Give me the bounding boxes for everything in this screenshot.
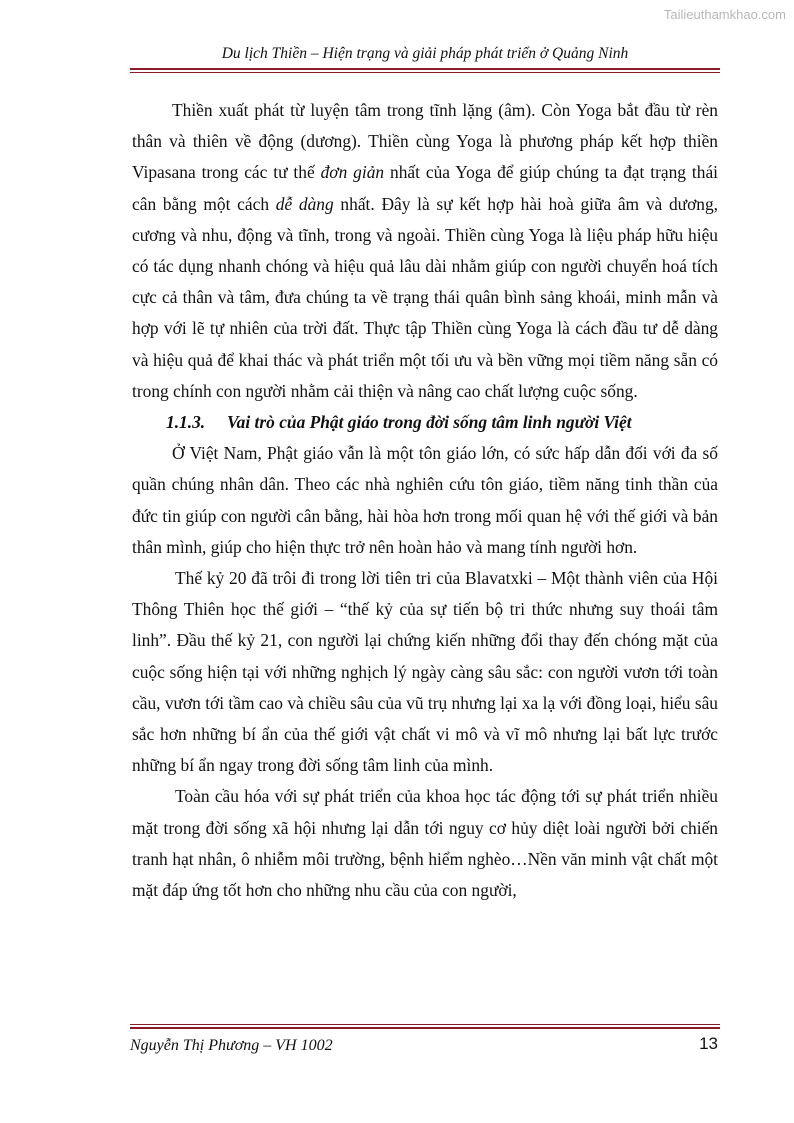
footer-rule [130, 1027, 720, 1029]
footer-rule-thin [130, 1024, 720, 1025]
page-body [132, 95, 718, 906]
section-title: Vai trò của Phật giáo trong đời sống tâm linh người Việt [227, 412, 632, 433]
page-number: 13 [699, 1034, 718, 1053]
footer-author: Nguyễn Thị Phương – VH 1002 [130, 1037, 333, 1054]
header-rule [130, 68, 720, 70]
paragraph-globalization: Toàn cầu hóa với sự phát triển của khoa học tác động tới sự phát triển nhiều mặt trong đời sống xã hội nhưng lại dẫn tới nguy cơ hủy diệt loài người bởi chiến tranh hạt nhân, ô nhiễm môi trường, bệnh hiểm nghèo…Nền văn minh vật chất một mặt đáp ứng tốt hơn cho những nhu cầu của con người, [132, 786, 718, 901]
paragraph-buddhism-vietnam: Ở Việt Nam, Phật giáo vẫn là một tôn giáo lớn, có sức hấp dẫn đối với đa số quần chúng nhân dân. Theo các nhà nghiên cứu tôn giáo, tiềm năng tinh thần của đức tin giúp con người cân bằng, hài hòa hơn trong mối quan hệ với thế giới và bản thân mình, giúp cho hiện thực trở nên hoàn hảo và mang tính người hơn. [132, 443, 718, 557]
emphasis-easy: dễ dàng [275, 193, 334, 214]
header-rule-thin [130, 72, 720, 73]
section-heading [132, 407, 718, 438]
paragraph-twentieth-century: Thế kỷ 20 đã trôi đi trong lời tiên tri của Blavatxki – Một thành viên của Hội Thông Thiên học thế giới – “thế kỷ của sự tiến bộ tri thức nhưng suy thoái tâm linh”. Đầu thế kỷ 21, con người lại chứng kiến những đổi thay đến chóng mặt của cuộc sống hiện tại với những nghịch lý ngày càng sâu sắc: con người vươn tới toàn cầu, vươn tới tầm cao và chiều sâu của vũ trụ nhưng lại xa lạ với đồng loại, hiểu sâu sắc hơn những bí ẩn của thế giới vật chất vi mô và vĩ mô nhưng lại bất lực trước những bí ẩn ngay trong đời sống tâm linh của mình. [132, 568, 718, 776]
section-number: 1.1.3. [166, 412, 206, 433]
watermark: Tailieuthamkhao.com [663, 7, 786, 22]
running-header: Du lịch Thiền – Hiện trạng và giải pháp phát triển ở Quảng Ninh [221, 45, 629, 62]
emphasis-simple: đơn giản [320, 162, 385, 183]
paragraph-thien-yoga: Thiền xuất phát từ luyện tâm trong tĩnh lặng (âm). Còn Yoga bắt đầu từ rèn thân và thiên về động (dương). Thiền cùng Yoga là phương pháp kết hợp thiền Vipasana trong các tư thế đơn giản nhất của Yoga để giúp chúng ta đạt trạng thái cân bằng một cách dễ dàng nhất. Đây là sự kết hợp hài hoà giữa âm và dương, cương và nhu, động và tĩnh, trong và ngoài. Thiền cùng Yoga là liệu pháp hữu hiệu có tác dụng nhanh chóng và hiệu quả lâu dài nhằm giúp con người chuyển hoá tích cực cả thân và tâm, đưa chúng ta về trạng thái quân bình sảng khoái, minh mẫn và hợp với lẽ tự nhiên của trời đất. Thực tập Thiền cùng Yoga là cách đầu tư dễ dàng và hiệu quả để khai thác và phát triển một tối ưu và bền vững mọi tiềm năng sẵn có trong chính con người nhằm cải thiện và nâng cao chất lượng cuộc sống. [132, 100, 719, 401]
